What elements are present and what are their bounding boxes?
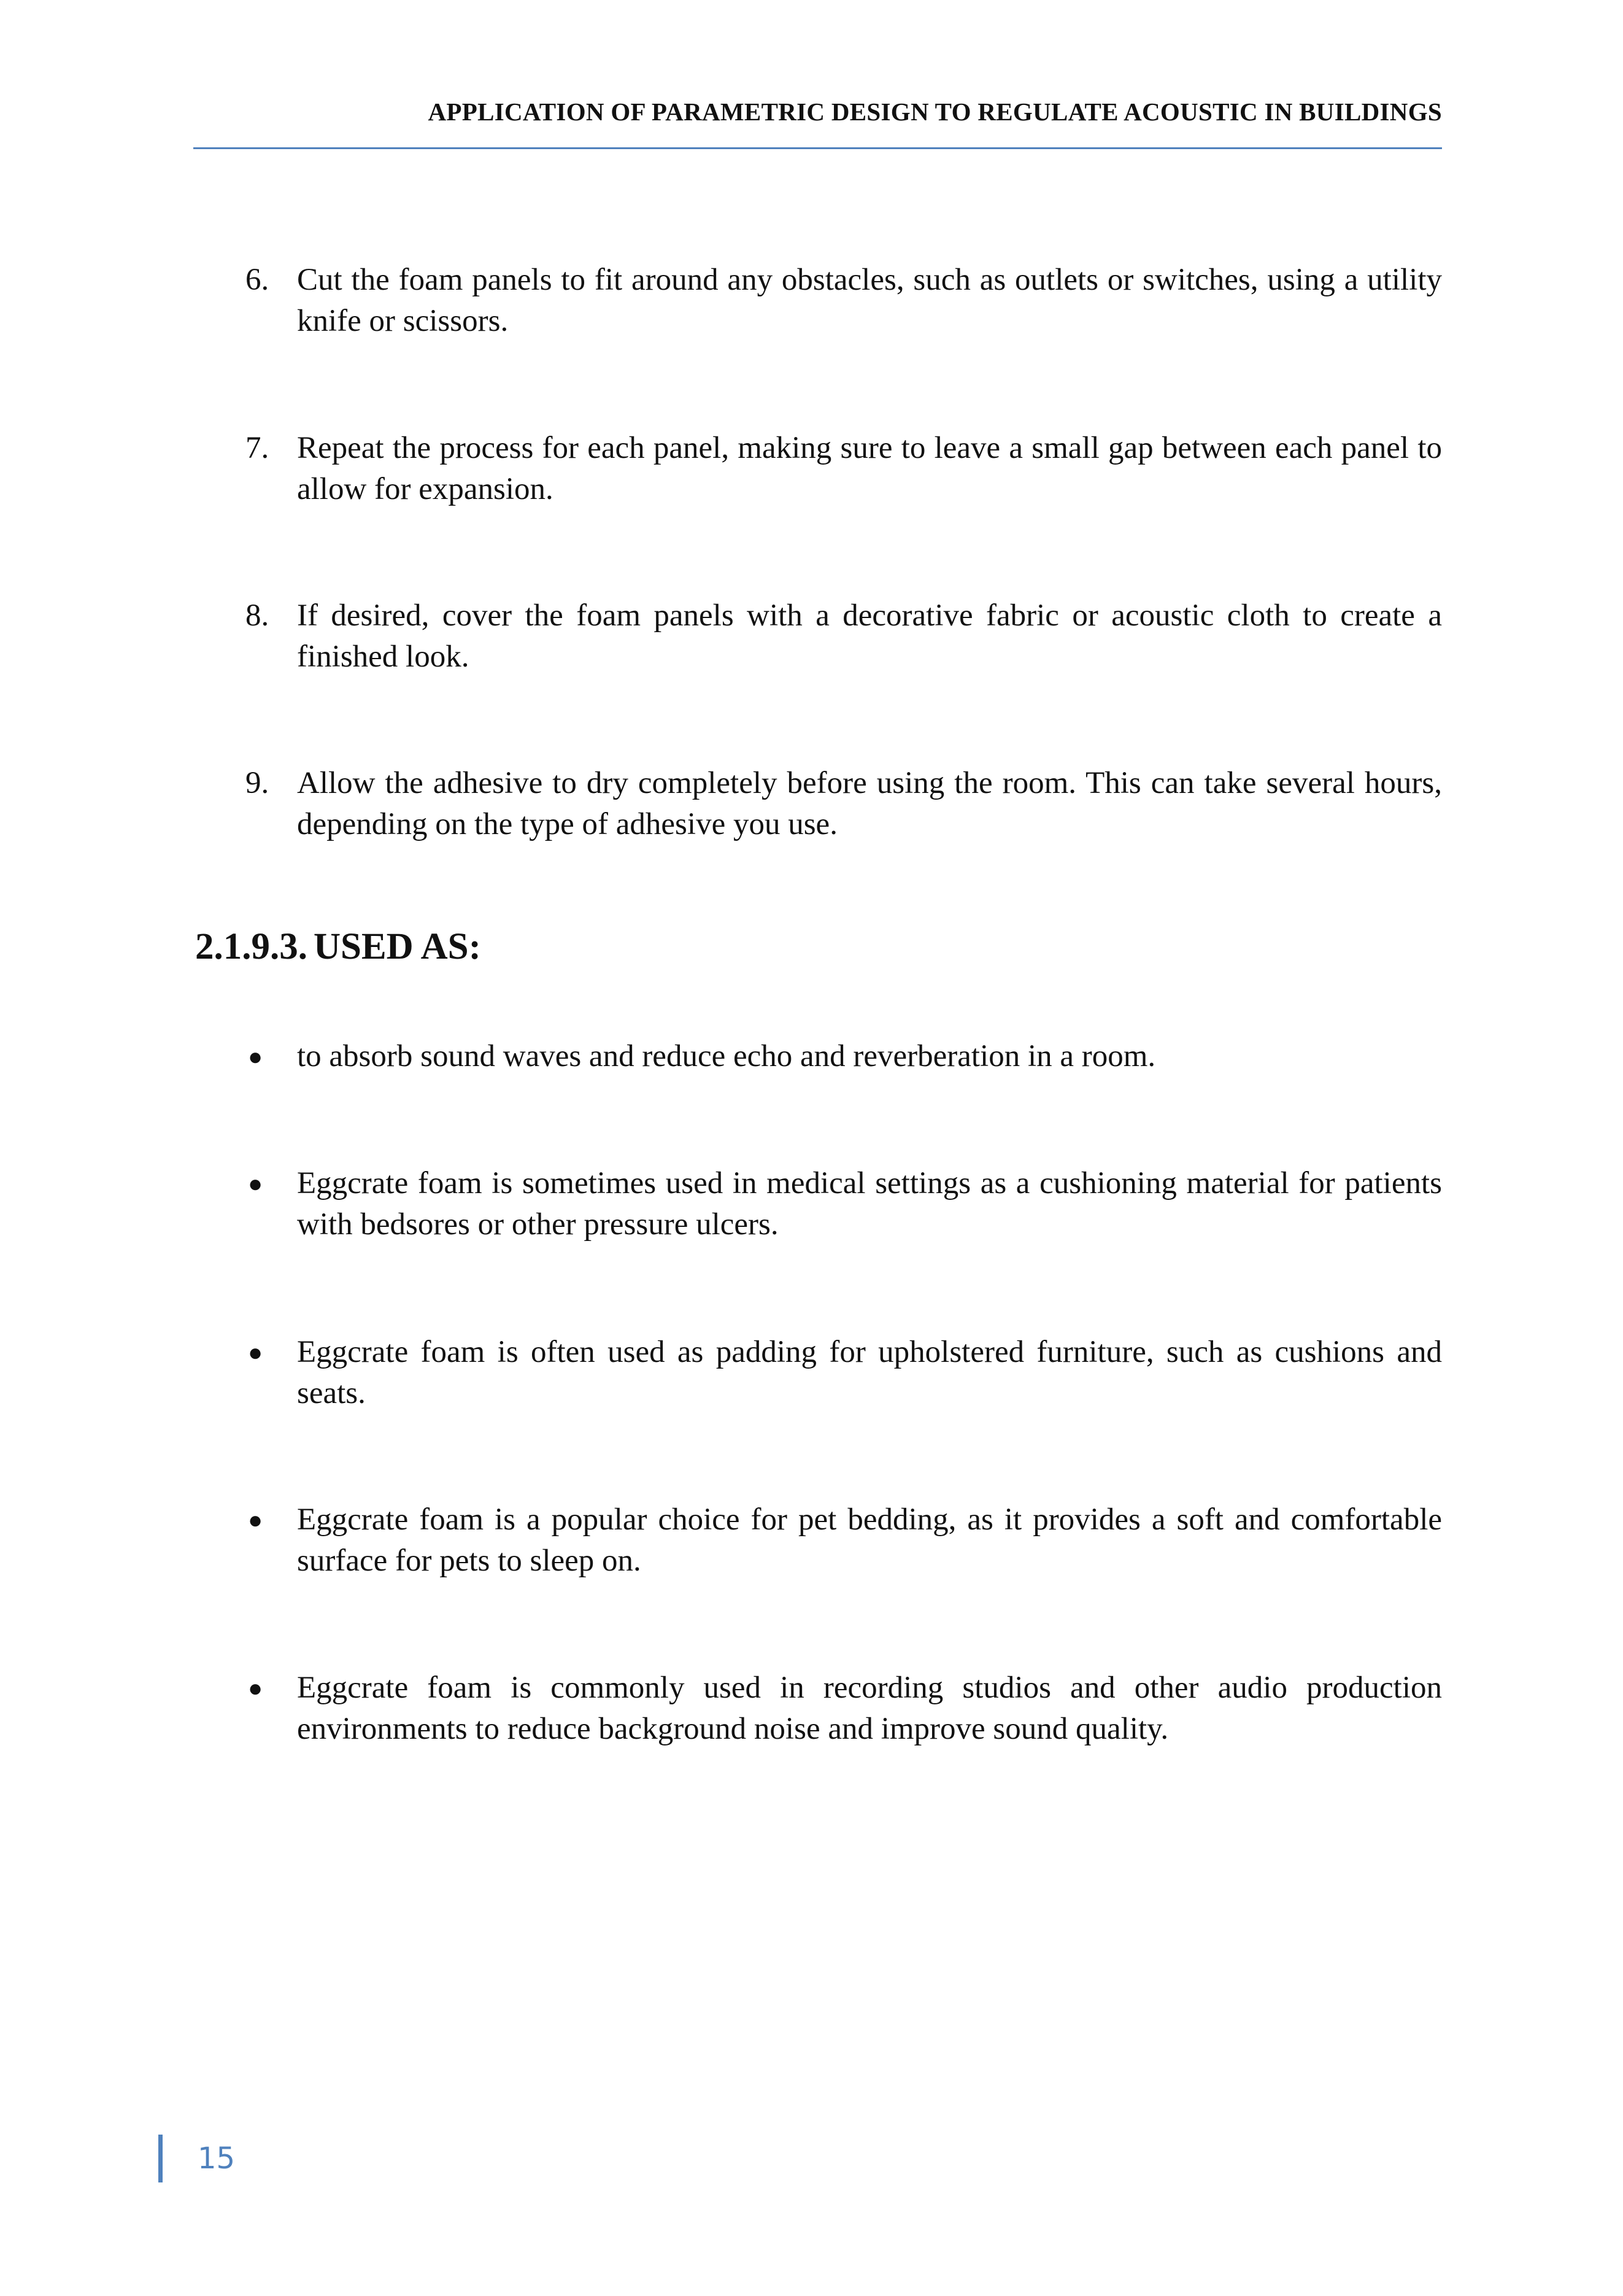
section-heading	[195, 926, 481, 968]
numbered-list-item	[245, 260, 1442, 342]
bullet-list-item	[245, 1036, 1442, 1077]
list-number: 8.	[245, 598, 269, 633]
bullet-icon: ●	[248, 1339, 263, 1366]
page-number-bar	[158, 2135, 163, 2182]
numbered-list-item	[245, 595, 1442, 678]
bullet-list-item	[245, 1668, 1442, 1750]
list-item-text: to absorb sound waves and reduce echo and reverberation in a room.	[297, 1039, 1156, 1073]
running-header: APPLICATION OF PARAMETRIC DESIGN TO REGULATE ACOUSTIC IN BUILDINGS	[428, 98, 1442, 126]
list-number: 9.	[245, 766, 269, 800]
list-item-text: Cut the foam panels to fit around any obstacles, such as outlets or switches, using a utility knife or scissors.	[297, 263, 1442, 338]
bullet-icon: ●	[248, 1043, 263, 1070]
list-item-text: Eggcrate foam is commonly used in recording studios and other audio production environments to reduce background noise and improve sound quality.	[297, 1671, 1442, 1746]
bullet-list-item	[245, 1499, 1442, 1582]
bullet-icon: ●	[248, 1506, 263, 1534]
list-number: 6.	[245, 263, 269, 297]
bullet-icon: ●	[248, 1170, 263, 1197]
list-item-text: Eggcrate foam is sometimes used in medical settings as a cushioning material for patients with bedsores or other pressure ulcers.	[297, 1166, 1442, 1242]
numbered-list-item	[245, 428, 1442, 510]
list-number: 7.	[245, 431, 269, 465]
list-item-text: Allow the adhesive to dry completely before using the room. This can take several hours, depending on the type of adhesive you use.	[297, 766, 1442, 841]
header-rule	[193, 147, 1442, 149]
section-title: USED AS:	[314, 926, 481, 967]
list-item-text: Eggcrate foam is a popular choice for pet bedding, as it provides a soft and comfortable surface for pets to sleep on.	[297, 1502, 1442, 1578]
bullet-list-item	[245, 1332, 1442, 1414]
page-number: 15	[198, 2141, 236, 2176]
bullet-icon: ●	[248, 1674, 263, 1702]
section-number: 2.1.9.3.	[195, 926, 307, 967]
list-item-text: If desired, cover the foam panels with a decorative fabric or acoustic cloth to create a finished look.	[297, 598, 1442, 674]
list-item-text: Eggcrate foam is often used as padding for upholstered furniture, such as cushions and seats.	[297, 1335, 1442, 1410]
list-item-text: Repeat the process for each panel, making sure to leave a small gap between each panel to allow for expansion.	[297, 431, 1442, 506]
bullet-list-item	[245, 1163, 1442, 1245]
numbered-list-item	[245, 763, 1442, 845]
